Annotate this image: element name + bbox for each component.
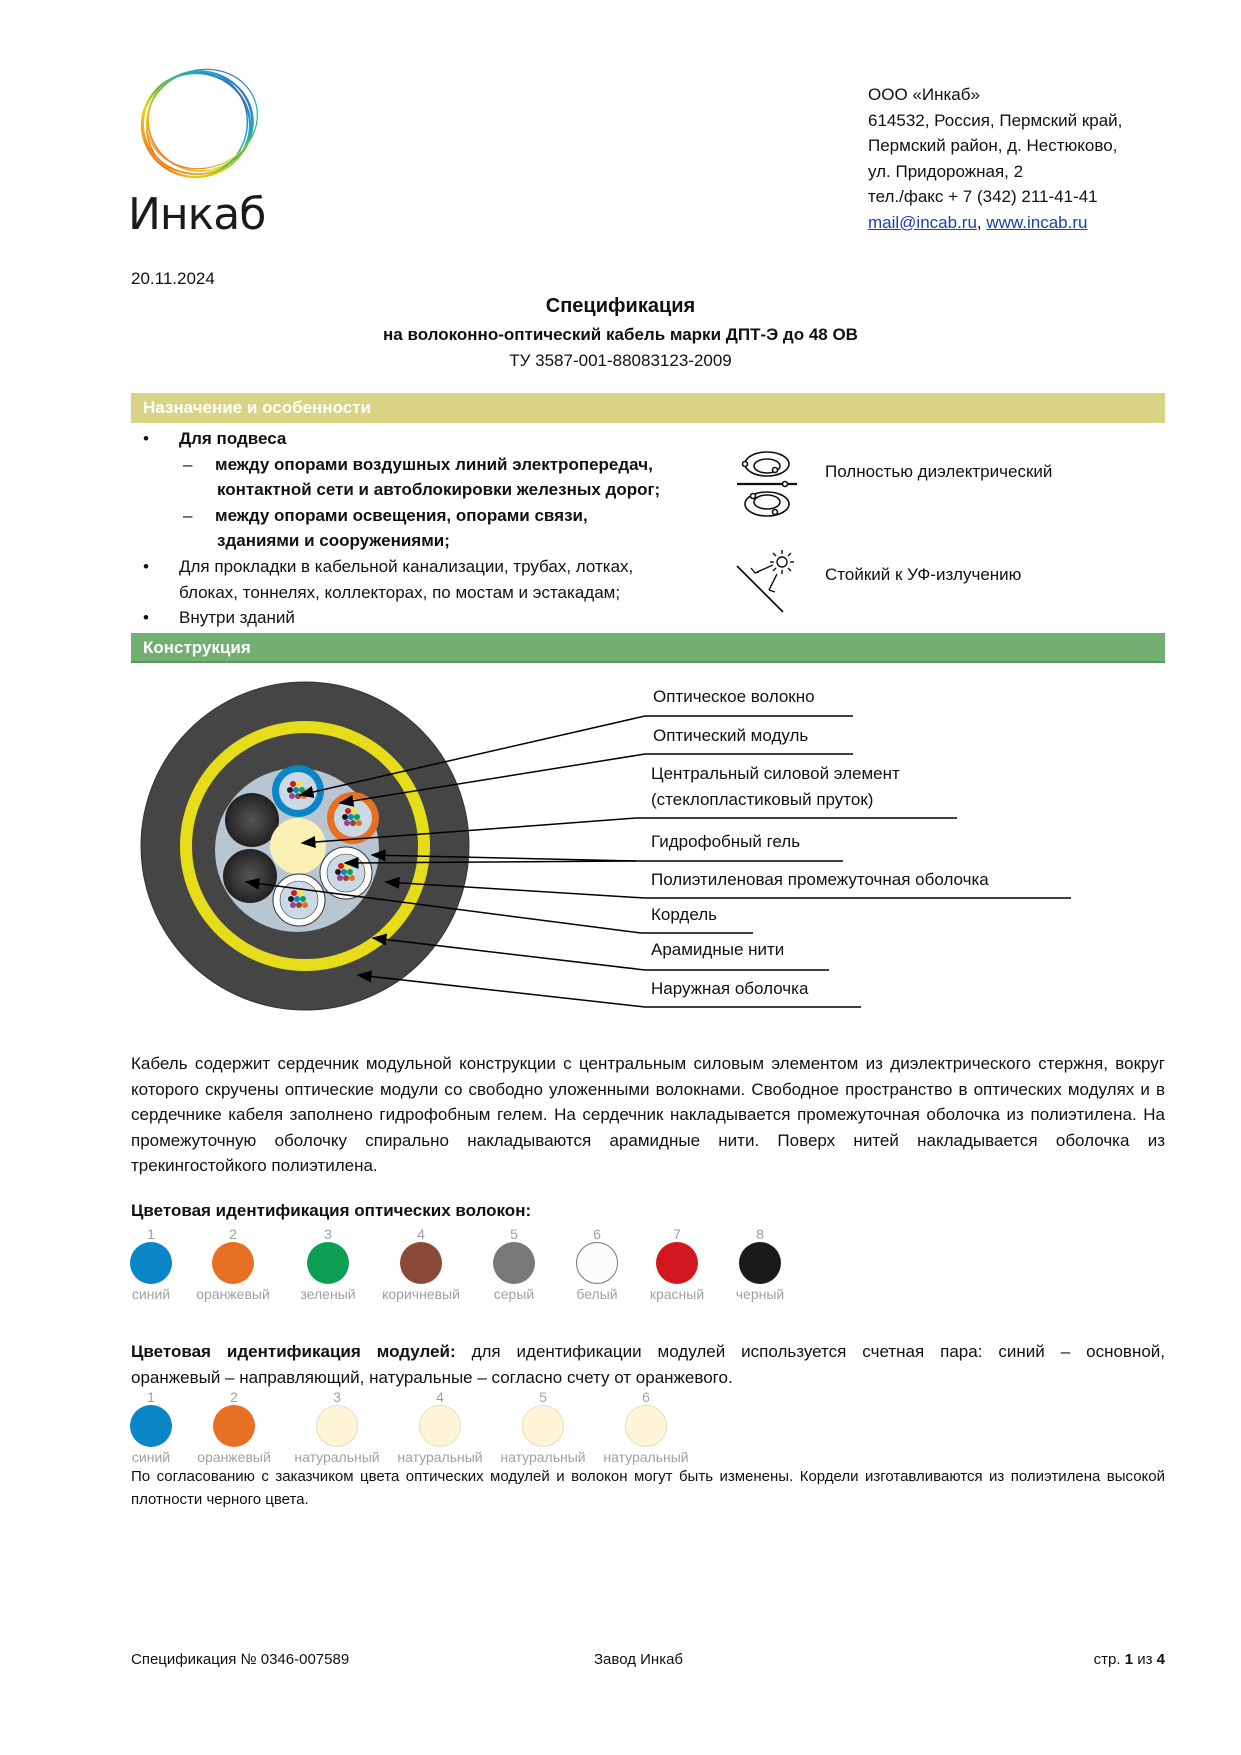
swatch-name: натуральный <box>397 1449 483 1465</box>
sub-list-item <box>131 452 711 503</box>
module-swatch <box>596 1389 696 1465</box>
list-item-line: Внутри зданий <box>179 608 295 628</box>
sub-list-item <box>131 503 711 554</box>
swatch-name: коричневый <box>382 1286 460 1302</box>
fiber-swatch <box>183 1226 283 1302</box>
color-dot-black <box>739 1242 781 1284</box>
color-dot-natural <box>522 1405 564 1447</box>
company-name: ООО «Инкаб» <box>868 85 980 104</box>
sub-item-line: между опорами освещения, опорами связи, <box>215 505 588 525</box>
link-separator: , <box>976 212 987 232</box>
rainbow-rings-logo-icon <box>130 55 270 185</box>
customization-note: По согласованию с заказчиком цвета оптических модулей и волокон могут быть изменены. Кордели изготавливаются из полиэтилена высокой плотности черного цвета. <box>131 1468 1165 1508</box>
company-address-line3: ул. Придорожная, 2 <box>868 161 1024 181</box>
fiber-swatch <box>371 1226 471 1302</box>
color-dot-gray <box>493 1242 535 1284</box>
logo-wordmark: Инкаб <box>128 189 266 240</box>
swatch-number: 4 <box>417 1226 425 1242</box>
list-item <box>131 554 711 605</box>
page-current: 1 <box>1124 1651 1134 1668</box>
section-header-purpose: Назначение и особенности <box>131 393 1165 423</box>
sub-item-line: контактной сети и автоблокировки железных дорог; <box>217 480 661 500</box>
module-swatch <box>287 1389 387 1465</box>
page-title: Спецификация <box>545 295 696 317</box>
company-address-line2: Пермский район, д. Нестюково, <box>868 136 1118 155</box>
page-total: 4 <box>1156 1651 1165 1668</box>
label-hydrophobic-gel: Гидрофобный гель <box>651 832 801 851</box>
swatch-number: 3 <box>324 1226 332 1242</box>
fiber-swatch <box>710 1226 810 1302</box>
swatch-number: 5 <box>510 1226 518 1242</box>
color-dot-natural <box>625 1405 667 1447</box>
color-dot-orange <box>212 1242 254 1284</box>
email-link[interactable]: mail@incab.ru <box>868 212 977 232</box>
swatch-name: натуральный <box>500 1449 586 1465</box>
swatch-number: 1 <box>147 1389 155 1405</box>
construction-description: Кабель содержит сердечник модульной конструкции с центральным силовым элементом из диэлектрического стержня, вокруг которого скручены оптические модули со свободно уложенными волокнами. Свободное пространство в оптических модулях и в сердечнике кабеля заполнено гидрофобным гелем. На сердечник накладывается промежуточная оболочка из полиэтилена. На промежуточную оболочку спирально накладываются арамидные нити. Поверх нитей накладывается оболочка из трекингостойкого полиэтилена. <box>131 1054 1165 1175</box>
swatch-name: оранжевый <box>196 1286 270 1302</box>
cable-cross-section-diagram <box>0 670 1241 1030</box>
website-link[interactable]: www.incab.ru <box>986 212 1088 232</box>
swatch-name: серый <box>493 1286 535 1302</box>
swatch-name: черный <box>735 1286 785 1302</box>
bullet-icon: • <box>143 429 149 448</box>
swatch-name: оранжевый <box>197 1449 271 1465</box>
sub-item-line: зданиями и сооружениями; <box>217 531 450 551</box>
label-cord: Кордель <box>651 905 718 924</box>
label-aramid-yarns: Арамидные нити <box>651 940 785 959</box>
label-outer-sheath: Наружная оболочка <box>651 979 809 998</box>
sub-item-line: между опорами воздушных линий электропередач, <box>215 454 653 474</box>
swatch-name: синий <box>131 1449 171 1465</box>
swatch-name: белый <box>576 1286 618 1302</box>
swatch-number: 6 <box>593 1226 601 1242</box>
feature-label: Стойкий к УФ-излучению <box>825 565 1022 584</box>
label-optical-module: Оптический модуль <box>653 726 809 745</box>
module-swatch <box>184 1389 284 1465</box>
dash-icon: – <box>183 505 193 525</box>
bullet-icon: • <box>143 556 149 576</box>
list-item-label: Для подвеса <box>179 429 287 448</box>
swatch-number: 2 <box>229 1226 237 1242</box>
module-colors-desc: для идентификации модулей используется счетная пара: синий – основной, <box>455 1342 1166 1361</box>
color-dot-green <box>307 1242 349 1284</box>
footer-spec-number: Спецификация № 0346-007589 <box>131 1651 350 1668</box>
swatch-number: 2 <box>230 1389 238 1405</box>
company-links <box>868 210 1122 236</box>
module-color-swatches <box>101 1389 1101 1469</box>
module-colors-line2: оранжевый – направляющий, натуральные – согласно счету от оранжевого. <box>131 1367 733 1387</box>
document-date: 20.11.2024 <box>131 269 215 288</box>
swatch-number: 3 <box>333 1389 341 1405</box>
company-logo <box>130 55 270 240</box>
color-dot-red <box>656 1242 698 1284</box>
footer-page-number <box>1094 1651 1165 1668</box>
swatch-name: натуральный <box>603 1449 689 1465</box>
swatch-name: зеленый <box>300 1286 356 1302</box>
list-item-line: блоках, тоннелях, коллекторах, по мостам и эстакадам; <box>179 582 621 602</box>
technical-standard: ТУ 3587-001-88083123-2009 <box>509 351 732 370</box>
bullet-icon: • <box>143 608 149 628</box>
page-mid: из <box>1133 1651 1157 1668</box>
swatch-number: 8 <box>756 1226 764 1242</box>
color-dot-white <box>576 1242 618 1284</box>
company-info <box>868 82 1122 235</box>
swatch-number: 4 <box>436 1389 444 1405</box>
swatch-number: 7 <box>673 1226 681 1242</box>
label-optical-fiber: Оптическое волокно <box>653 687 815 706</box>
swatch-name: красный <box>649 1286 705 1302</box>
list-item-line: Для прокладки в кабельной канализации, трубах, лотках, <box>179 556 634 576</box>
dielectric-icon <box>735 448 799 520</box>
label-central-strength-member-note: (стеклопластиковый пруток) <box>651 790 874 809</box>
company-address-line1: 614532, Россия, Пермский край, <box>868 110 1123 130</box>
module-colors-text <box>131 1339 1165 1390</box>
section-header-construction: Конструкция <box>131 633 1165 663</box>
label-central-strength-member: Центральный силовой элемент <box>651 764 900 783</box>
swatch-number: 5 <box>539 1389 547 1405</box>
fiber-colors-heading: Цветовая идентификация оптических волокон: <box>131 1201 532 1220</box>
swatch-number: 6 <box>642 1389 650 1405</box>
color-dot-brown <box>400 1242 442 1284</box>
page-subtitle: на волоконно-оптический кабель марки ДПТ-Э до 48 ОВ <box>383 325 858 344</box>
color-dot-blue <box>130 1405 172 1447</box>
company-phone: тел./факс + 7 (342) 211-41-41 <box>868 187 1098 206</box>
label-intermediate-sheath: Полиэтиленовая промежуточная оболочка <box>651 870 989 889</box>
color-dot-blue <box>130 1242 172 1284</box>
swatch-name: натуральный <box>294 1449 380 1465</box>
module-swatch <box>390 1389 490 1465</box>
color-dot-natural <box>316 1405 358 1447</box>
swatch-number: 1 <box>147 1226 155 1242</box>
footer-factory: Завод Инкаб <box>594 1651 684 1668</box>
fiber-color-swatches <box>101 1226 1101 1306</box>
module-colors-heading: Цветовая идентификация модулей: <box>131 1342 456 1361</box>
color-dot-orange <box>213 1405 255 1447</box>
list-item <box>131 605 711 631</box>
dash-icon: – <box>183 454 193 474</box>
uv-resistant-icon <box>735 548 799 614</box>
fiber-swatch <box>278 1226 378 1302</box>
module-swatch <box>493 1389 593 1465</box>
module-colors-line1 <box>131 1339 1165 1365</box>
color-dot-natural <box>419 1405 461 1447</box>
list-item <box>131 426 711 452</box>
page-prefix: стр. <box>1093 1651 1125 1668</box>
purpose-list <box>131 426 711 631</box>
swatch-name: синий <box>131 1286 171 1302</box>
feature-label: Полностью диэлектрический <box>825 462 1053 481</box>
